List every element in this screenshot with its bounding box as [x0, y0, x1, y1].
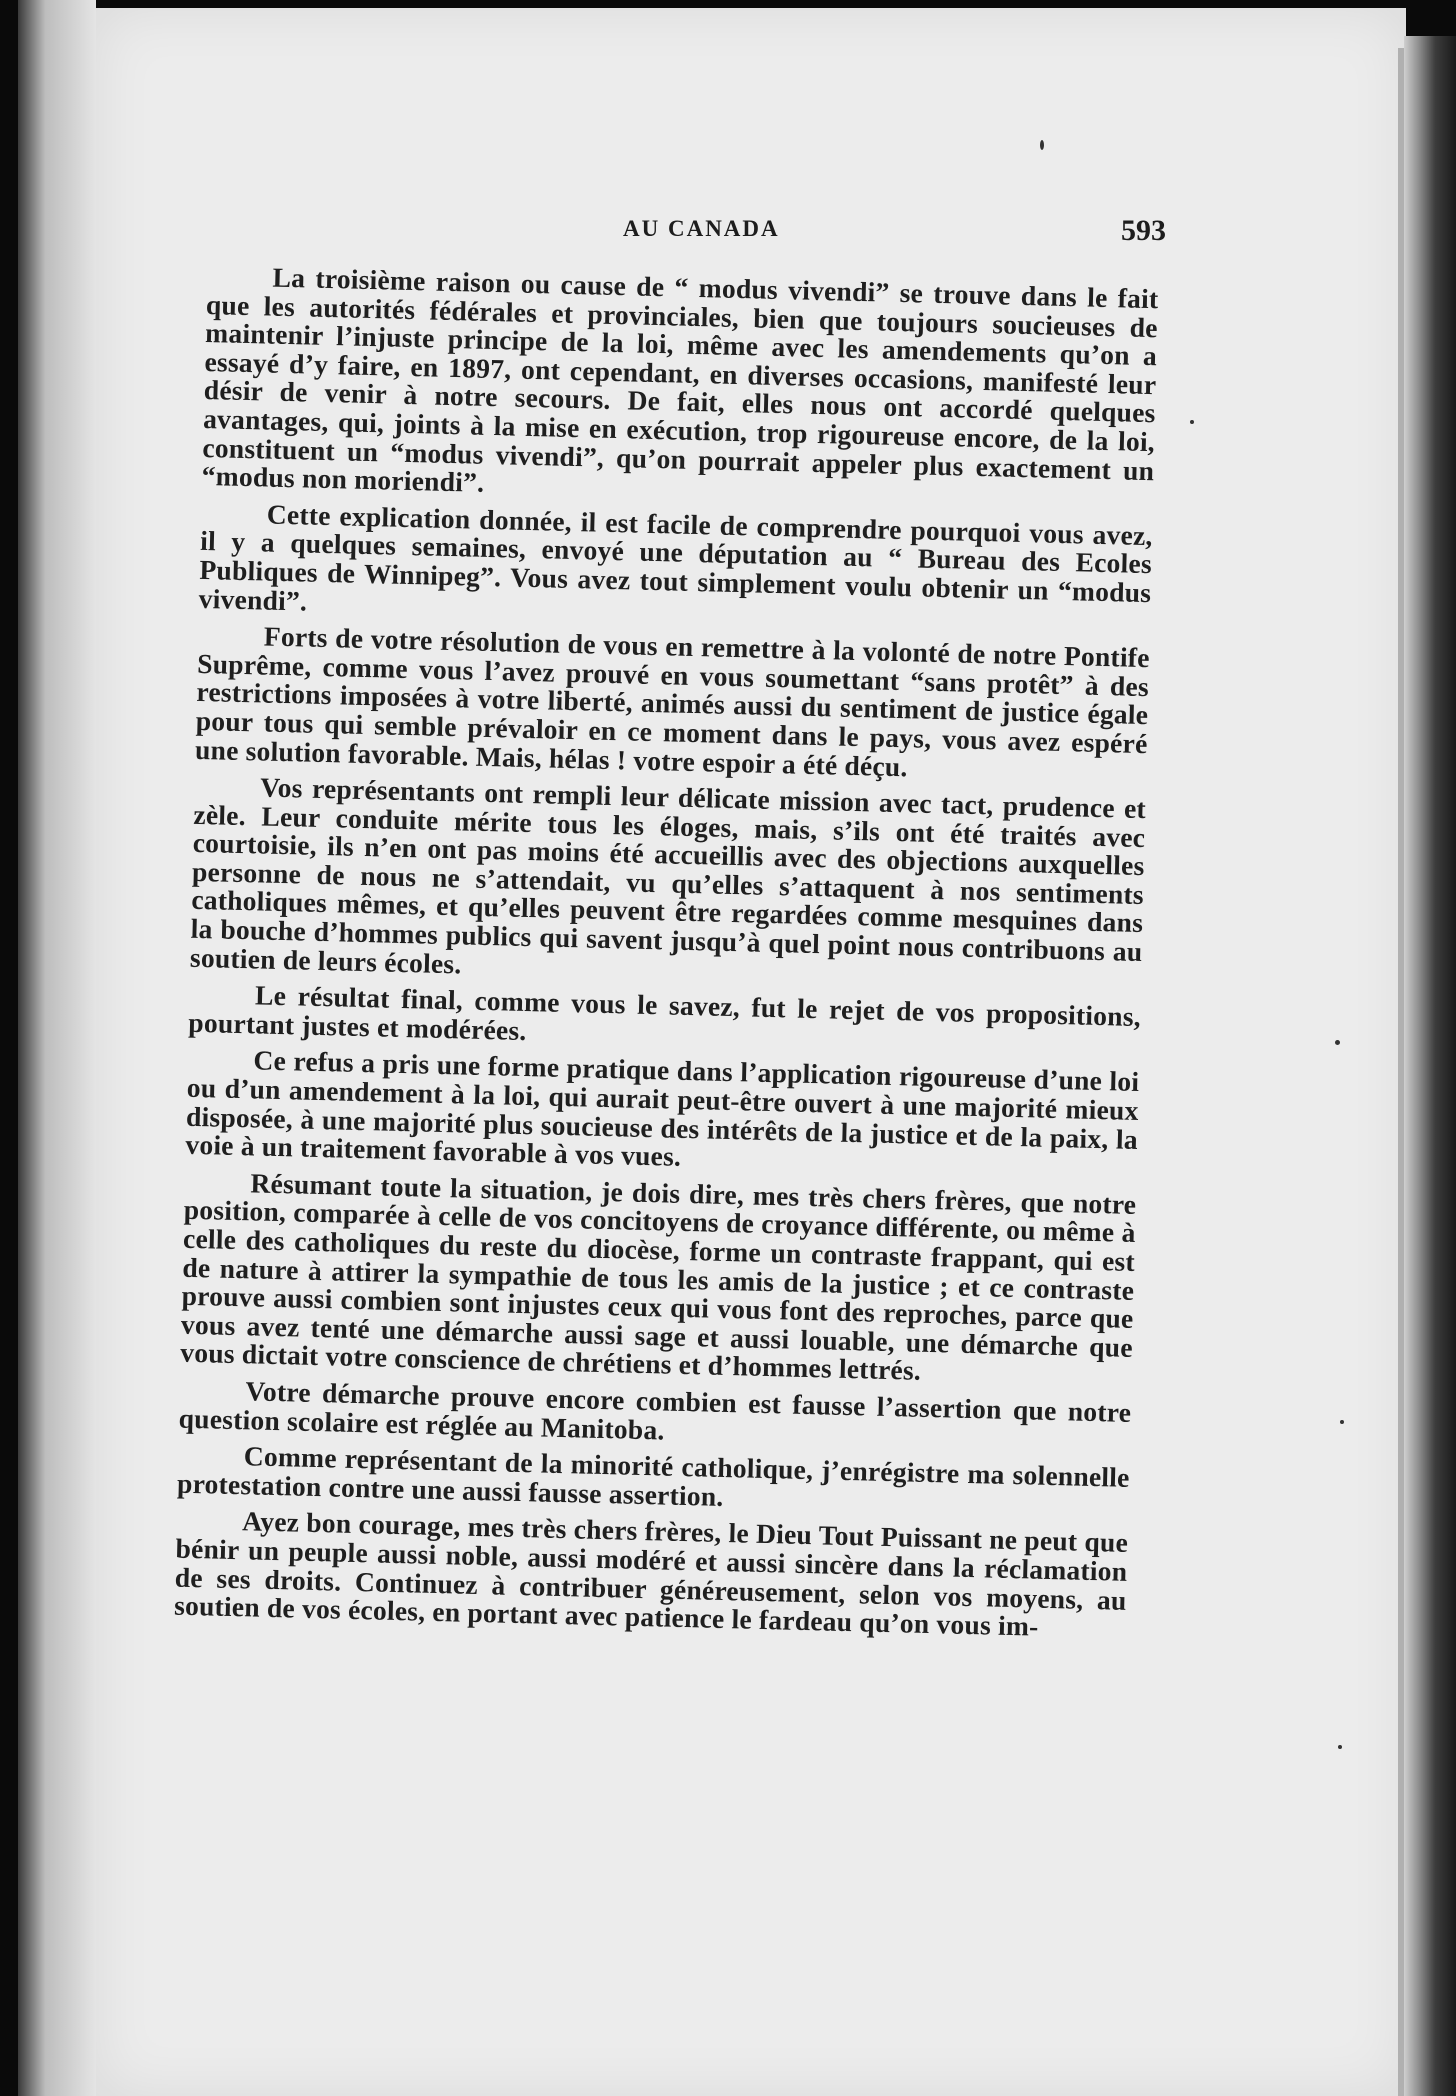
- paragraph-3: Forts de votre résolution de vous en remettre à la volonté de notre Pontife Suprême, comme vous l’avez prouvé en vous soumettant “sans protêt” à des restrictions imposées à votre liberté, animés aussi du sentiment de justice égale pour tous qui semble prévaloir en ce moment dans le pays, vous avez espéré une solution favorable. Mais, hélas ! votre espoir a été déçu.: [194, 620, 1150, 782]
- paragraph-2: Cette explication donnée, il est facile de comprendre pourquoi vous avez, il y a quelques semaines, envoyé une députation au “ Bureau des Ecoles Publiques de Winnipeg”. Vous avez tout simplement voulu obtenir un “modus vivendi”.: [198, 498, 1153, 617]
- paragraph-4: Vos représentants ont rempli leur délicate mission avec tact, prudence et zèle. Leur conduite mérite tous les éloges, mais, s’ils ont été traités avec courtoisie, ils n’en ont pas moins été accueillis avec des objections auxquelles personne de nous ne s’attendait, vu qu’elles s’attaquent à nos sentiments catholiques mêmes, et qu’elles peuvent être regardées comme mesquines dans la bouche d’hommes publics qui savent jusqu’à quel point nous contribuons au soutien de leurs écoles.: [189, 771, 1147, 980]
- page-header: [207, 212, 1207, 252]
- paragraph-10: Ayez bon courage, mes très chers frères, le Dieu Tout Puissant ne peut que bénir un peuple aussi noble, aussi modéré et aussi sincère dans la réclamation de ses droits. Continuez à contribuer généreusement, selon vos moyens, au soutien de vos écoles, en portant avec patience le fardeau qu’on vous im-: [173, 1505, 1129, 1642]
- dust-speck: [1340, 1420, 1344, 1424]
- book-block-edge: [1404, 36, 1456, 2096]
- paragraph-6: Ce refus a pris une forme pratique dans l’application rigoureuse d’une loi ou d’un amendement à la loi, qui aurait peut-être ouvert à une majorité mieux disposée, à une majorité plus soucieuse des intérêts de la justice et de la paix, la voie à un traitement favorable à vos vues.: [185, 1044, 1140, 1173]
- dust-speck: [1335, 1040, 1340, 1045]
- page-number: 593: [1121, 214, 1166, 247]
- left-page-edge: [18, 0, 96, 2096]
- dust-speck: [1040, 140, 1044, 150]
- paragraph-1: La troisième raison ou cause de “ modus vivendi” se trouve dans le fait que les autorités fédérales et provinciales, bien que toujours soucieuses de maintenir l’injuste principe de la loi, même avec les amendements qu’on a essayé d’y faire, en 1897, ont cependant, en diverses occasions, manifesté leur désir de venir à notre secours. De fait, elles nous ont accordé quelques avantages, qui, joints à la mise en exécution, trop rigoureuse encore, de la loi, constituent un “modus vivendi”, qu’on pourrait appeler plus exactement un “modus non moriendi”.: [201, 261, 1159, 498]
- body-text: [167, 262, 1159, 1915]
- running-head: AU CANADA: [623, 216, 780, 241]
- dust-speck: [1338, 1745, 1342, 1749]
- paragraph-7: Résumant toute la situation, je dois dire, mes très chers frères, que notre position, comparée à celle de vos concitoyens de croyance différente, ou même à celle des catholiques du reste du diocèse, forme un contraste frappant, qui est de nature à attirer la sympathie de tous les amis de la justice ; et ce contraste prouve aussi combien sont injustes ceux qui vous font des reproches, parce que vous avez tenté une démarche aussi sage et aussi louable, une démarche que vous dictait votre conscience de chrétiens et d’hommes lettrés.: [179, 1167, 1137, 1387]
- paragraph-5: Le résultat final, comme vous le savez, fut le rejet de vos propositions, pourtant justes et modérées.: [188, 979, 1142, 1046]
- paragraph-9: Comme représentant de la minorité catholique, j’enrégistre ma solennelle protestation contre une aussi fausse assertion.: [176, 1440, 1130, 1512]
- dust-speck: [1190, 420, 1194, 424]
- paragraph-8: Votre démarche prouve encore combien est fausse l’assertion que notre question scolaire est réglée au Manitoba.: [178, 1375, 1132, 1446]
